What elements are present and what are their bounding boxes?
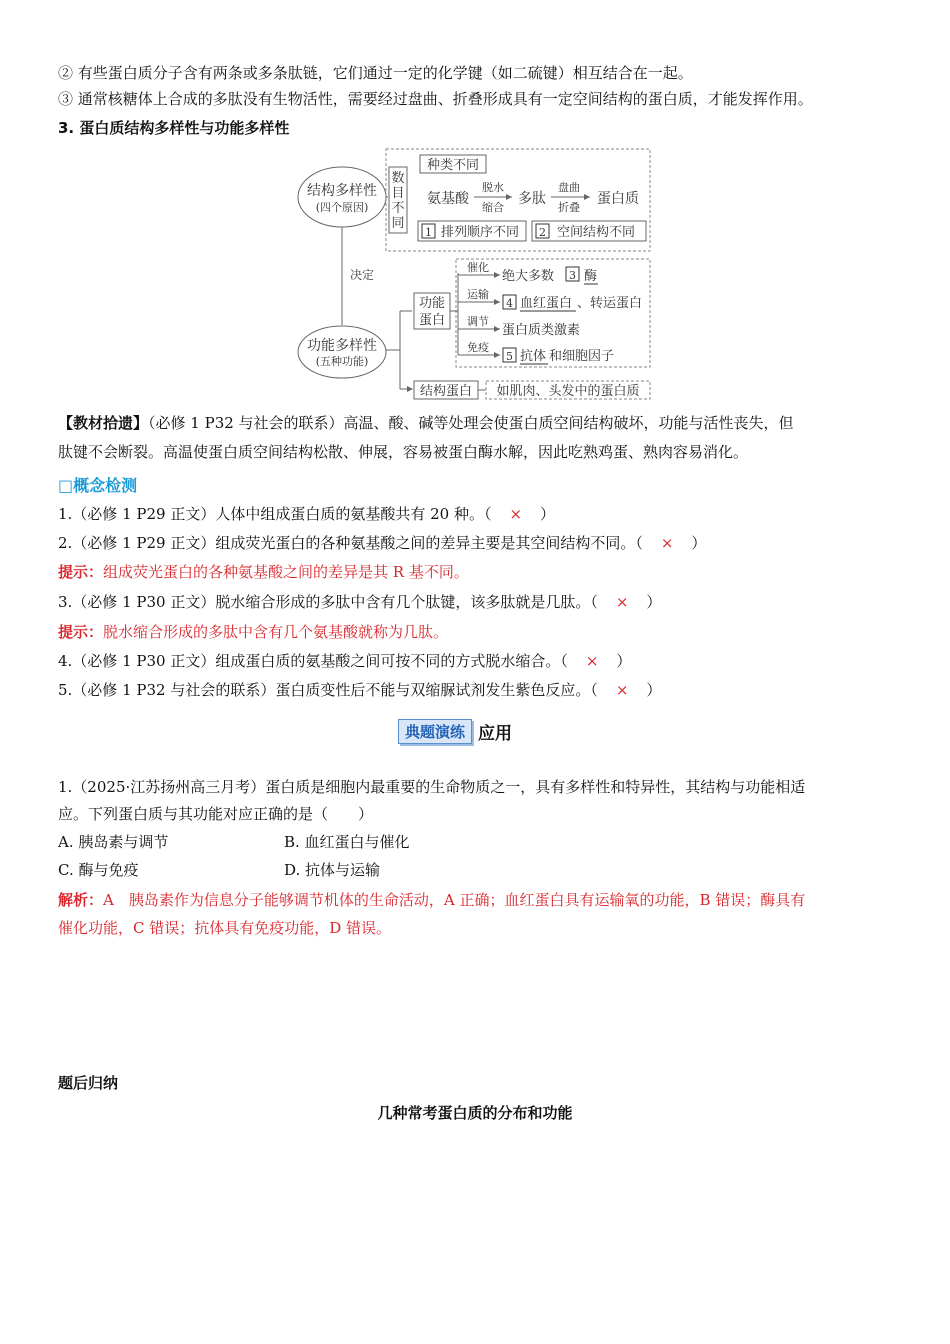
- question-stem-1: 1.（2025·江苏扬州高三月考）蛋白质是细胞内最重要的生命物质之一，具有多样性和特异性，其结构与功能相适: [58, 778, 806, 796]
- analysis-line-1: [58, 890, 805, 910]
- practice-banner: [398, 718, 512, 744]
- amino-acid-label: 氨基酸: [427, 191, 469, 207]
- protein-label: 蛋白质: [597, 191, 639, 207]
- concept-tip-3: [58, 622, 448, 642]
- option-b: B. 血红蛋白与催化: [284, 833, 410, 851]
- option-a: A. 胰岛素与调节: [58, 833, 169, 851]
- dehydrate-bottom: 缩合: [482, 201, 504, 214]
- regulate-label: 调节: [467, 315, 489, 328]
- q4-wrong-mark: ×: [585, 652, 599, 670]
- tip2-text: 组成荧光蛋白的各种氨基酸之间的差异是其 R 基不同。: [103, 563, 469, 581]
- q1-close: ）: [540, 505, 556, 523]
- q4-close: ）: [616, 652, 632, 670]
- tip3-label: 提示：: [58, 623, 104, 641]
- concept-q5: [58, 680, 661, 700]
- summary-title: 几种常考蛋白质的分布和功能: [377, 1104, 573, 1122]
- concept-check-title: □概念检测: [58, 476, 138, 495]
- immune-label: 免疫: [467, 341, 489, 354]
- transport-label: 运输: [467, 288, 489, 301]
- immune-tail: 和细胞因子: [549, 349, 615, 364]
- q5-text: 5.（必修 1 P32 与社会的联系）蛋白质变性后不能与双缩脲试剂发生紫色反应。（: [58, 681, 598, 699]
- count-char-1: 数: [391, 171, 405, 186]
- space-num: 2: [539, 226, 546, 239]
- analysis-line-2: 催化功能，C 错误；抗体具有免疫功能，D 错误。: [58, 919, 392, 937]
- textbook-line-1: [58, 413, 794, 433]
- q2-close: ）: [691, 534, 707, 552]
- order-label: 排列顺序不同: [440, 225, 520, 240]
- analysis-text-1: A 胰岛素作为信息分子能够调节机体的生命活动，A 正确；血红蛋白具有运输氧的功能，B 错误；酶具有: [103, 891, 806, 909]
- q2-text: 2.（必修 1 P29 正文）组成荧光蛋白的各种氨基酸之间的差异主要是其空间结构不同。（: [58, 534, 643, 552]
- struct-protein-label: 结构蛋白: [419, 384, 473, 399]
- tip3-text: 脱水缩合形成的多肽中含有几个氨基酸就称为几肽。: [103, 623, 449, 641]
- q4-text: 4.（必修 1 P30 正文）组成蛋白质的氨基酸之间可按不同的方式脱水缩合。（: [58, 652, 568, 670]
- catalysis-label: 催化: [467, 261, 489, 274]
- regulate-text: 蛋白质类激素: [502, 323, 581, 338]
- structure-diversity-title: 结构多样性: [307, 183, 377, 199]
- concept-tip-2: [58, 562, 469, 582]
- q5-close: ）: [646, 681, 662, 699]
- q2-wrong-mark: ×: [660, 534, 674, 552]
- order-num: 1: [425, 226, 432, 239]
- analysis-label: 解析：: [58, 891, 104, 909]
- q1-text: 1.（必修 1 P29 正文）人体中组成蛋白质的氨基酸共有 20 种。（: [58, 505, 492, 523]
- q3-text: 3.（必修 1 P30 正文）脱水缩合形成的多肽中含有几个肽键，该多肽就是几肽。（: [58, 593, 598, 611]
- question-stem-2: 应。下列蛋白质与其功能对应正确的是（ ）: [58, 805, 374, 823]
- q3-close: ）: [646, 593, 662, 611]
- option-d: D. 抗体与运输: [284, 861, 381, 879]
- immune-num: 5: [506, 350, 513, 363]
- count-char-3: 不: [391, 201, 405, 216]
- section-3-title: 3. 蛋白质结构多样性与功能多样性: [58, 119, 290, 137]
- q5-wrong-mark: ×: [615, 681, 629, 699]
- func-protein-line1: 功能: [418, 296, 446, 311]
- textbook-line-2: 肽键不会断裂。高温使蛋白质空间结构松散、伸展，容易被蛋白酶水解，因此吃熟鸡蛋、熟肉容易消化。: [58, 443, 749, 461]
- structure-diversity-sub: (四个原因): [315, 201, 369, 214]
- q1-wrong-mark: ×: [509, 505, 523, 523]
- immune-answer: 抗体: [520, 349, 547, 364]
- concept-q3: [58, 592, 661, 612]
- struct-example: 如肌肉、头发中的蛋白质: [496, 384, 640, 399]
- dehydrate-top: 脱水: [482, 181, 504, 194]
- transport-tail: 、转运蛋白: [577, 296, 643, 311]
- practice-banner-app: 应用: [478, 723, 513, 744]
- textbook-label: 【教材拾遗】: [58, 414, 149, 432]
- concept-q2: [58, 533, 706, 553]
- transport-answer: 血红蛋白: [520, 296, 573, 311]
- practice-banner-tag: 典题演练: [398, 719, 472, 744]
- catalysis-text: 绝大多数: [502, 269, 555, 284]
- count-char-2: 目: [391, 186, 405, 201]
- concept-q4: [58, 651, 631, 671]
- transport-num: 4: [506, 297, 513, 310]
- tip2-label: 提示：: [58, 563, 104, 581]
- fold-bottom: 折叠: [558, 201, 580, 214]
- textbook-text-1: （必修 1 P32 与社会的联系）高温、酸、碱等处理会使蛋白质空间结构破坏，功能与活性丧失，但: [148, 414, 794, 432]
- peptide-label: 多肽: [518, 191, 546, 207]
- func-protein-line2: 蛋白: [418, 313, 446, 328]
- fold-top: 盘曲: [558, 181, 580, 194]
- q3-wrong-mark: ×: [615, 593, 629, 611]
- concept-q1: [58, 504, 555, 524]
- decide-label: 决定: [349, 268, 375, 282]
- kinds-label: 种类不同: [426, 158, 480, 173]
- function-diversity-sub: (五种功能): [315, 355, 369, 368]
- space-label: 空间结构不同: [556, 225, 636, 240]
- catalysis-answer: 酶: [584, 269, 598, 284]
- function-diversity-title: 功能多样性: [307, 338, 377, 354]
- catalysis-num: 3: [569, 269, 576, 282]
- count-char-4: 同: [391, 216, 405, 231]
- option-c: C. 酶与免疫: [58, 861, 139, 879]
- summary-label: 题后归纳: [58, 1074, 119, 1092]
- protein-diversity-diagram: [296, 145, 656, 405]
- intro-line-3: ③ 通常核糖体上合成的多肽没有生物活性，需要经过盘曲、折叠形成具有一定空间结构的蛋白质，才能发挥作用。: [58, 90, 813, 108]
- intro-line-2: ② 有些蛋白质分子含有两条或多条肽链，它们通过一定的化学键（如二硫键）相互结合在一起。: [58, 64, 693, 82]
